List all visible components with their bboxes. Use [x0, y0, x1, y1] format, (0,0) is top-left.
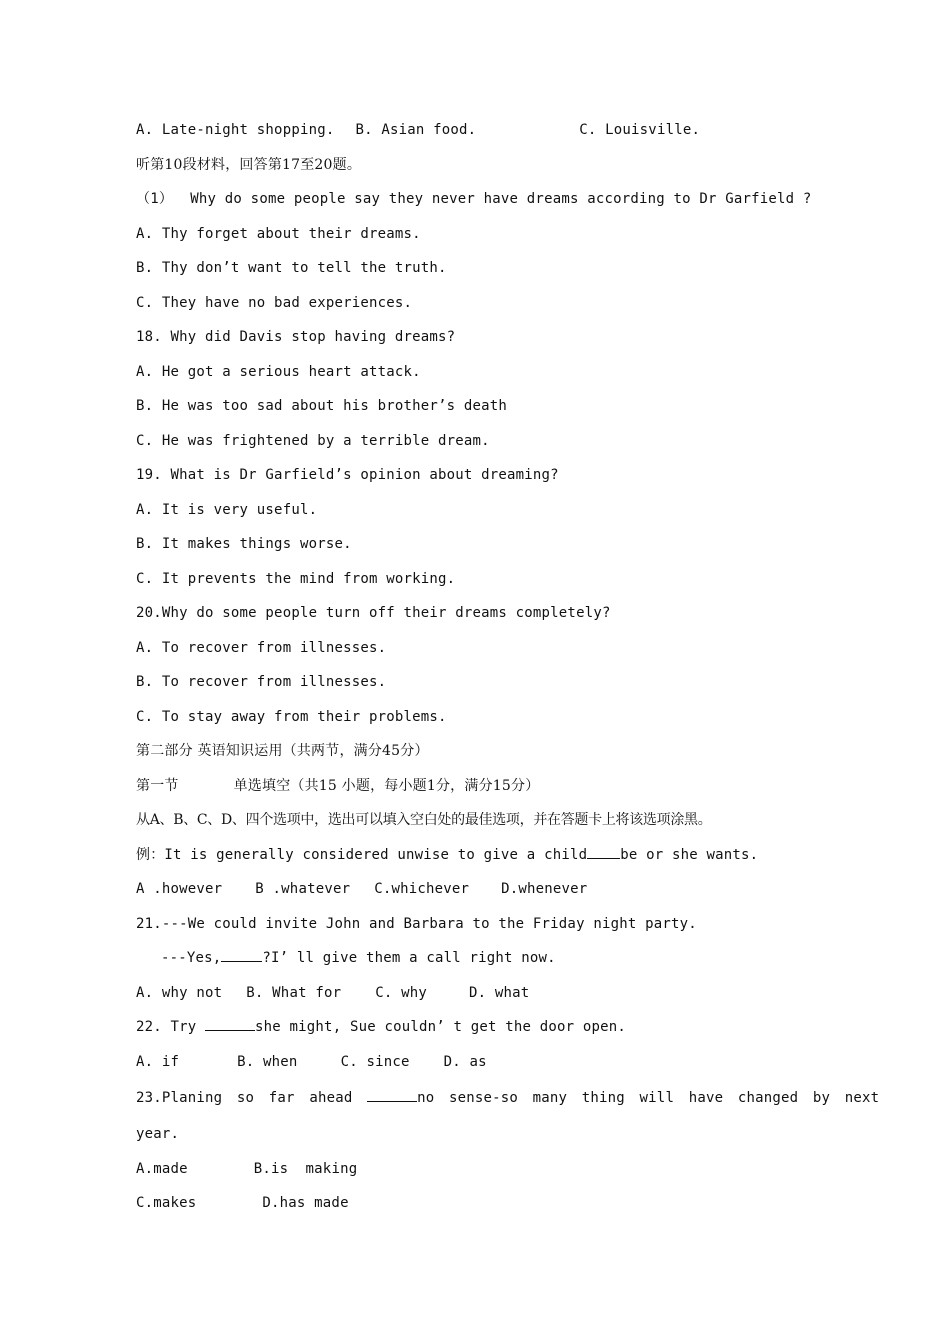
option-c: C.whichever [374, 881, 470, 897]
q21-line1: 21.---We could invite John and Barbara to the Friday night party. [136, 915, 697, 932]
q22-stem: 22. Try she might, Sue couldn’ t get the door open. [136, 1010, 826, 1045]
option-a: A. why not [136, 984, 223, 1001]
section10-header: 听第10段材料，回答第17至20题。 [136, 156, 362, 173]
q23-options-row2 [136, 1186, 826, 1221]
answer-blank [221, 947, 262, 962]
q19-option-a: A. It is very useful. [136, 501, 318, 518]
option-b: B .whatever [255, 881, 351, 897]
prev-options-row [136, 113, 826, 148]
option-d: D.whenever [501, 881, 588, 897]
section1-label: 第一节 [136, 777, 179, 794]
q20-option-c: C. To stay away from their problems. [136, 708, 447, 725]
option-b: B.is making [253, 1160, 358, 1177]
option-c: C. why [375, 984, 427, 1001]
q22-options [136, 1045, 826, 1080]
option-a: A.made [136, 1160, 188, 1177]
option-d: D. what [469, 984, 530, 1001]
q17-question: （1） Why do some people say they never have dreams according to Dr Garfield ? [136, 191, 812, 207]
part2-title: 第二部分 英语知识运用（共两节，满分45分） [136, 743, 429, 759]
answer-blank [367, 1087, 417, 1102]
q18-question: 18. Why did Davis stop having dreams? [136, 329, 456, 345]
q19-question: 19. What is Dr Garfield’s opinion about dreaming? [136, 467, 559, 483]
q20-question: 20.Why do some people turn off their dreams completely? [136, 605, 611, 621]
q18-option-a: A. He got a serious heart attack. [136, 363, 421, 380]
q19-option-c: C. It prevents the mind from working. [136, 570, 456, 587]
section1-heading [136, 769, 826, 804]
q17-option-a: A. Thy forget about their dreams. [136, 225, 421, 242]
q17-option-c: C. They have no bad experiences. [136, 294, 413, 311]
answer-blank [587, 844, 620, 859]
example-stem: 例：It is generally considered unwise to give a child be or she wants. [136, 838, 826, 873]
option-c: C. Louisville. [579, 122, 701, 138]
option-b: B. What for [246, 984, 342, 1001]
option-d: D. as [443, 1053, 487, 1070]
exam-page [136, 113, 880, 1221]
q17-option-b: B. Thy don’t want to tell the truth. [136, 260, 447, 276]
q20-option-b: B. To recover from illnesses. [136, 674, 387, 690]
q21-line2: ---Yes, ?I’ ll give them a call right now. [136, 941, 826, 976]
q23-stem: 23.Planing so far ahead no sense-so many thing will have changed by next [136, 1079, 826, 1117]
q23-options-row1 [136, 1152, 826, 1187]
answer-blank [205, 1016, 255, 1031]
option-a: A .however [136, 881, 223, 897]
option-a: A. if [136, 1053, 180, 1070]
option-c: C.makes [136, 1195, 197, 1211]
q23-continuation: year. [136, 1126, 180, 1142]
q18-option-c: C. He was frightened by a terrible dream. [136, 432, 490, 449]
q21-options [136, 976, 826, 1011]
option-d: D.has made [262, 1195, 349, 1211]
instruction: 从A、B、C、D、四个选项中，选出可以填入空白处的最佳选项，并在答题卡上将该选项涂黑。 [136, 812, 712, 828]
q19-option-b: B. It makes things worse. [136, 536, 352, 552]
q18-option-b: B. He was too sad about his brother’s death [136, 398, 508, 414]
option-b: B. Asian food. [355, 122, 477, 138]
example-options [136, 872, 826, 907]
section1-desc: 单选填空（共15 小题，每小题1分，满分15分） [233, 777, 540, 794]
option-b: B. when [237, 1053, 298, 1070]
option-a: A. Late-night shopping. [136, 122, 335, 138]
q20-option-a: A. To recover from illnesses. [136, 639, 387, 656]
option-c: C. since [340, 1053, 410, 1070]
